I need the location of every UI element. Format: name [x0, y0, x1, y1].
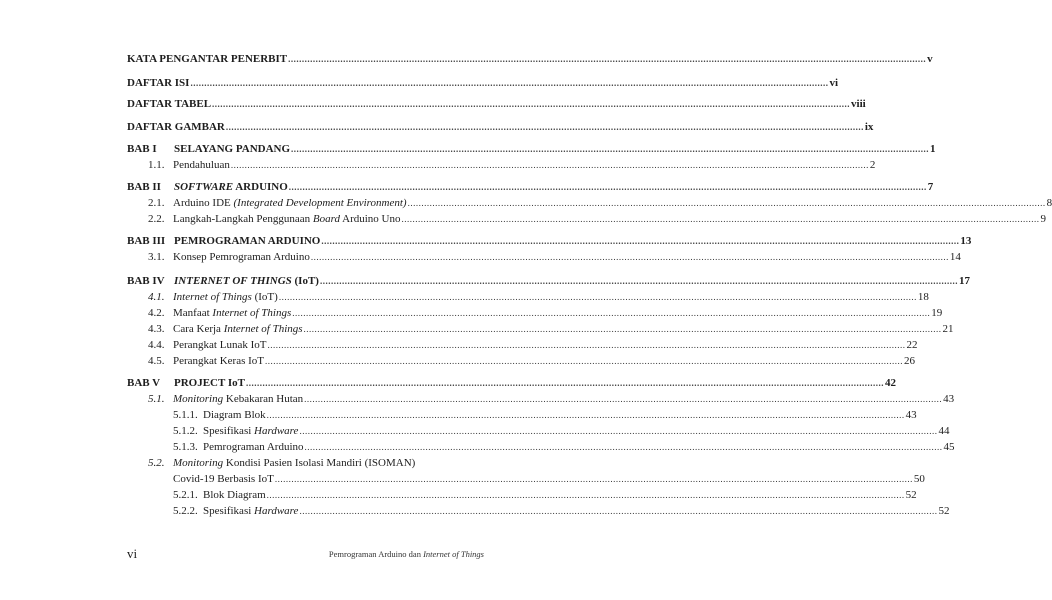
leader-dots: [299, 426, 937, 436]
toc-section-1-1[interactable]: [148, 159, 876, 175]
section-title: [173, 197, 407, 209]
toc-section-4-1[interactable]: [148, 291, 929, 307]
toc-chapter-bab-2[interactable]: [127, 181, 934, 197]
leader-dots: [402, 214, 1040, 224]
section-title-italic: Monitoring: [173, 457, 224, 469]
section-title-text: Manfaat: [173, 307, 213, 319]
section-title: [173, 291, 278, 303]
chapter-page: 7: [927, 181, 934, 193]
section-title-text: Langkah-Langkah Penggunaan: [173, 213, 313, 225]
toc-entry-daftar-isi[interactable]: [127, 77, 839, 93]
section-number: 2.1.: [148, 197, 165, 209]
toc-entry-title: DAFTAR ISI: [127, 77, 190, 89]
section-title: [173, 323, 303, 335]
section-title-italic: (Integrated Development Environment): [233, 197, 407, 209]
section-title: [173, 457, 415, 469]
chapter-page: 1: [930, 143, 936, 155]
chapter-number: BAB I: [127, 143, 157, 155]
toc-section-4-2[interactable]: [148, 307, 943, 323]
section-title: Perangkat Lunak IoT: [173, 339, 267, 351]
section-title-text: Cara Kerja: [173, 323, 224, 335]
subsection-number: 5.2.1.: [173, 489, 198, 501]
chapter-title-rest: ARDUINO: [233, 181, 288, 193]
toc-entry-title: KATA PENGANTAR PENERBIT: [127, 53, 288, 65]
subsection-page: 52: [938, 505, 950, 517]
subsection-title-text: Spesifikasi: [203, 505, 255, 517]
chapter-number: BAB V: [127, 377, 161, 389]
section-title-italic: Internet of Things: [212, 307, 292, 319]
subsection-page: 45: [943, 441, 955, 453]
chapter-title: [174, 181, 288, 193]
section-number: 4.5.: [148, 355, 165, 367]
subsection-title-italic: Hardware: [254, 505, 299, 517]
section-page: 50: [913, 473, 925, 485]
subsection-title: [203, 425, 298, 437]
chapter-title-italic: SOFTWARE: [174, 181, 234, 193]
subsection-page: 44: [938, 425, 950, 437]
leader-dots: [320, 276, 958, 286]
subsection-title: Diagram Blok: [203, 409, 266, 421]
toc-entry-page: viii: [851, 98, 866, 110]
footer-page-number: vi: [127, 546, 138, 561]
section-title-italic: Internet of Things: [173, 291, 252, 303]
toc-entry-page: v: [927, 53, 933, 65]
subsection-title-text: Spesifikasi: [203, 425, 255, 437]
section-title-rest: (IoT): [251, 291, 278, 303]
subsection-title: Blok Diagram: [203, 489, 266, 501]
chapter-number: BAB II: [127, 181, 161, 193]
toc-chapter-bab-4[interactable]: [127, 275, 970, 291]
section-number: 4.2.: [148, 307, 165, 319]
section-title-italic: Board: [312, 213, 340, 225]
toc-entry-page: ix: [864, 121, 874, 133]
toc-chapter-bab-5[interactable]: [127, 377, 897, 393]
leader-dots: [299, 506, 937, 516]
chapter-title: PEMROGRAMAN ARDUINO: [174, 235, 321, 247]
section-page: 2: [869, 159, 876, 171]
toc-subsection-5-2-1[interactable]: [173, 489, 917, 505]
section-number: 2.2.: [148, 213, 165, 225]
section-title-rest: Kondisi Pasien Isolasi Mandiri (ISOMAN): [223, 457, 416, 469]
leader-dots: [304, 324, 942, 334]
section-title: [173, 393, 303, 405]
section-title-italic: Internet of Things: [223, 323, 303, 335]
chapter-title-rest: (IoT): [291, 275, 319, 287]
toc-section-2-1[interactable]: [148, 197, 1052, 213]
section-page: 21: [942, 323, 954, 335]
section-title: Konsep Pemrograman Arduino: [173, 251, 310, 263]
section-number: 4.3.: [148, 323, 165, 335]
chapter-page: 13: [960, 235, 972, 247]
leader-dots: [292, 308, 930, 318]
section-page: 26: [904, 355, 916, 367]
leader-dots: [305, 442, 943, 452]
section-page: 22: [906, 339, 918, 351]
toc-section-3-1[interactable]: [148, 251, 961, 267]
toc-entry-title: DAFTAR GAMBAR: [127, 121, 225, 133]
leader-dots: [275, 474, 913, 484]
leader-dots: [408, 198, 1046, 208]
leader-dots: [279, 292, 917, 302]
chapter-page: 42: [885, 377, 897, 389]
toc-entry-daftar-gambar[interactable]: [127, 121, 874, 137]
leader-dots: [288, 54, 926, 64]
leader-dots: [267, 340, 905, 350]
subsection-number: 5.1.1.: [173, 409, 198, 421]
toc-section-5-2-line2[interactable]: [173, 473, 925, 489]
section-title: Pendahuluan: [173, 159, 230, 171]
toc-chapter-bab-3[interactable]: [127, 235, 972, 251]
toc-chapter-bab-1[interactable]: [127, 143, 936, 159]
subsection-title: [203, 505, 298, 517]
leader-dots: [226, 122, 864, 132]
toc-section-4-4[interactable]: [148, 339, 918, 355]
toc-subsection-5-1-1[interactable]: [173, 409, 917, 425]
subsection-number: 5.1.2.: [173, 425, 198, 437]
chapter-title: PROJECT IoT: [174, 377, 246, 389]
leader-dots: [311, 252, 949, 262]
footer-book-title: [329, 549, 484, 559]
toc-section-5-2[interactable]: [148, 457, 484, 473]
toc-subsection-5-2-2[interactable]: [173, 505, 950, 521]
section-number: 3.1.: [148, 251, 165, 263]
section-number: 1.1.: [148, 159, 165, 171]
subsection-number: 5.1.3.: [173, 441, 198, 453]
leader-dots: [321, 236, 959, 246]
leader-dots: [246, 378, 884, 388]
chapter-title: [174, 275, 319, 287]
toc-entry-kata-pengantar[interactable]: [127, 53, 933, 69]
section-title-italic: Monitoring: [173, 393, 224, 405]
chapter-title: SELAYANG PANDANG: [174, 143, 291, 155]
leader-dots: [289, 182, 927, 192]
chapter-page: 17: [958, 275, 970, 287]
section-page: 8: [1046, 197, 1052, 209]
leader-dots: [291, 144, 929, 154]
toc-section-2-2[interactable]: [148, 213, 1046, 229]
subsection-title-italic: Hardware: [254, 425, 299, 437]
subsection-page: 43: [905, 409, 917, 421]
section-title: [173, 213, 401, 225]
section-number: 5.1.: [148, 393, 165, 405]
section-title: [173, 307, 291, 319]
chapter-title-italic: INTERNET OF THINGS: [174, 275, 292, 287]
toc-subsection-5-1-3[interactable]: [173, 441, 955, 457]
section-page: 9: [1040, 213, 1046, 225]
toc-entry-daftar-tabel[interactable]: [127, 98, 866, 114]
section-title-rest: Arduino Uno: [340, 213, 401, 225]
footer-book-title-italic: Internet of Things: [423, 549, 484, 559]
subsection-title: Pemrograman Arduino: [203, 441, 304, 453]
leader-dots: [190, 78, 828, 88]
toc-subsection-5-1-2[interactable]: [173, 425, 950, 441]
section-page: 43: [943, 393, 955, 405]
chapter-number: BAB IV: [127, 275, 165, 287]
leader-dots: [265, 356, 903, 366]
section-page: 14: [949, 251, 961, 263]
section-title-line2: Covid-19 Berbasis IoT: [173, 473, 274, 485]
section-title-text: Arduino IDE: [173, 197, 234, 209]
subsection-number: 5.2.2.: [173, 505, 198, 517]
leader-dots: [267, 490, 905, 500]
leader-dots: [212, 99, 850, 109]
leader-dots: [231, 160, 869, 170]
section-title: Perangkat Keras IoT: [173, 355, 265, 367]
toc-entry-page: vi: [829, 77, 839, 89]
subsection-page: 52: [905, 489, 917, 501]
section-page: 18: [917, 291, 929, 303]
toc-section-4-3[interactable]: [148, 323, 954, 339]
section-page: 19: [931, 307, 943, 319]
toc-section-4-5[interactable]: [148, 355, 916, 371]
section-title-rest: Kebakaran Hutan: [223, 393, 304, 405]
chapter-number: BAB III: [127, 235, 166, 247]
section-number: 4.4.: [148, 339, 165, 351]
leader-dots: [267, 410, 905, 420]
toc-entry-title: DAFTAR TABEL: [127, 98, 212, 110]
section-number: 5.2.: [148, 457, 165, 469]
section-number: 4.1.: [148, 291, 165, 303]
toc-section-5-1[interactable]: [148, 393, 955, 409]
leader-dots: [304, 394, 942, 404]
footer-book-title-text: Pemrograman Arduino dan: [328, 549, 424, 559]
